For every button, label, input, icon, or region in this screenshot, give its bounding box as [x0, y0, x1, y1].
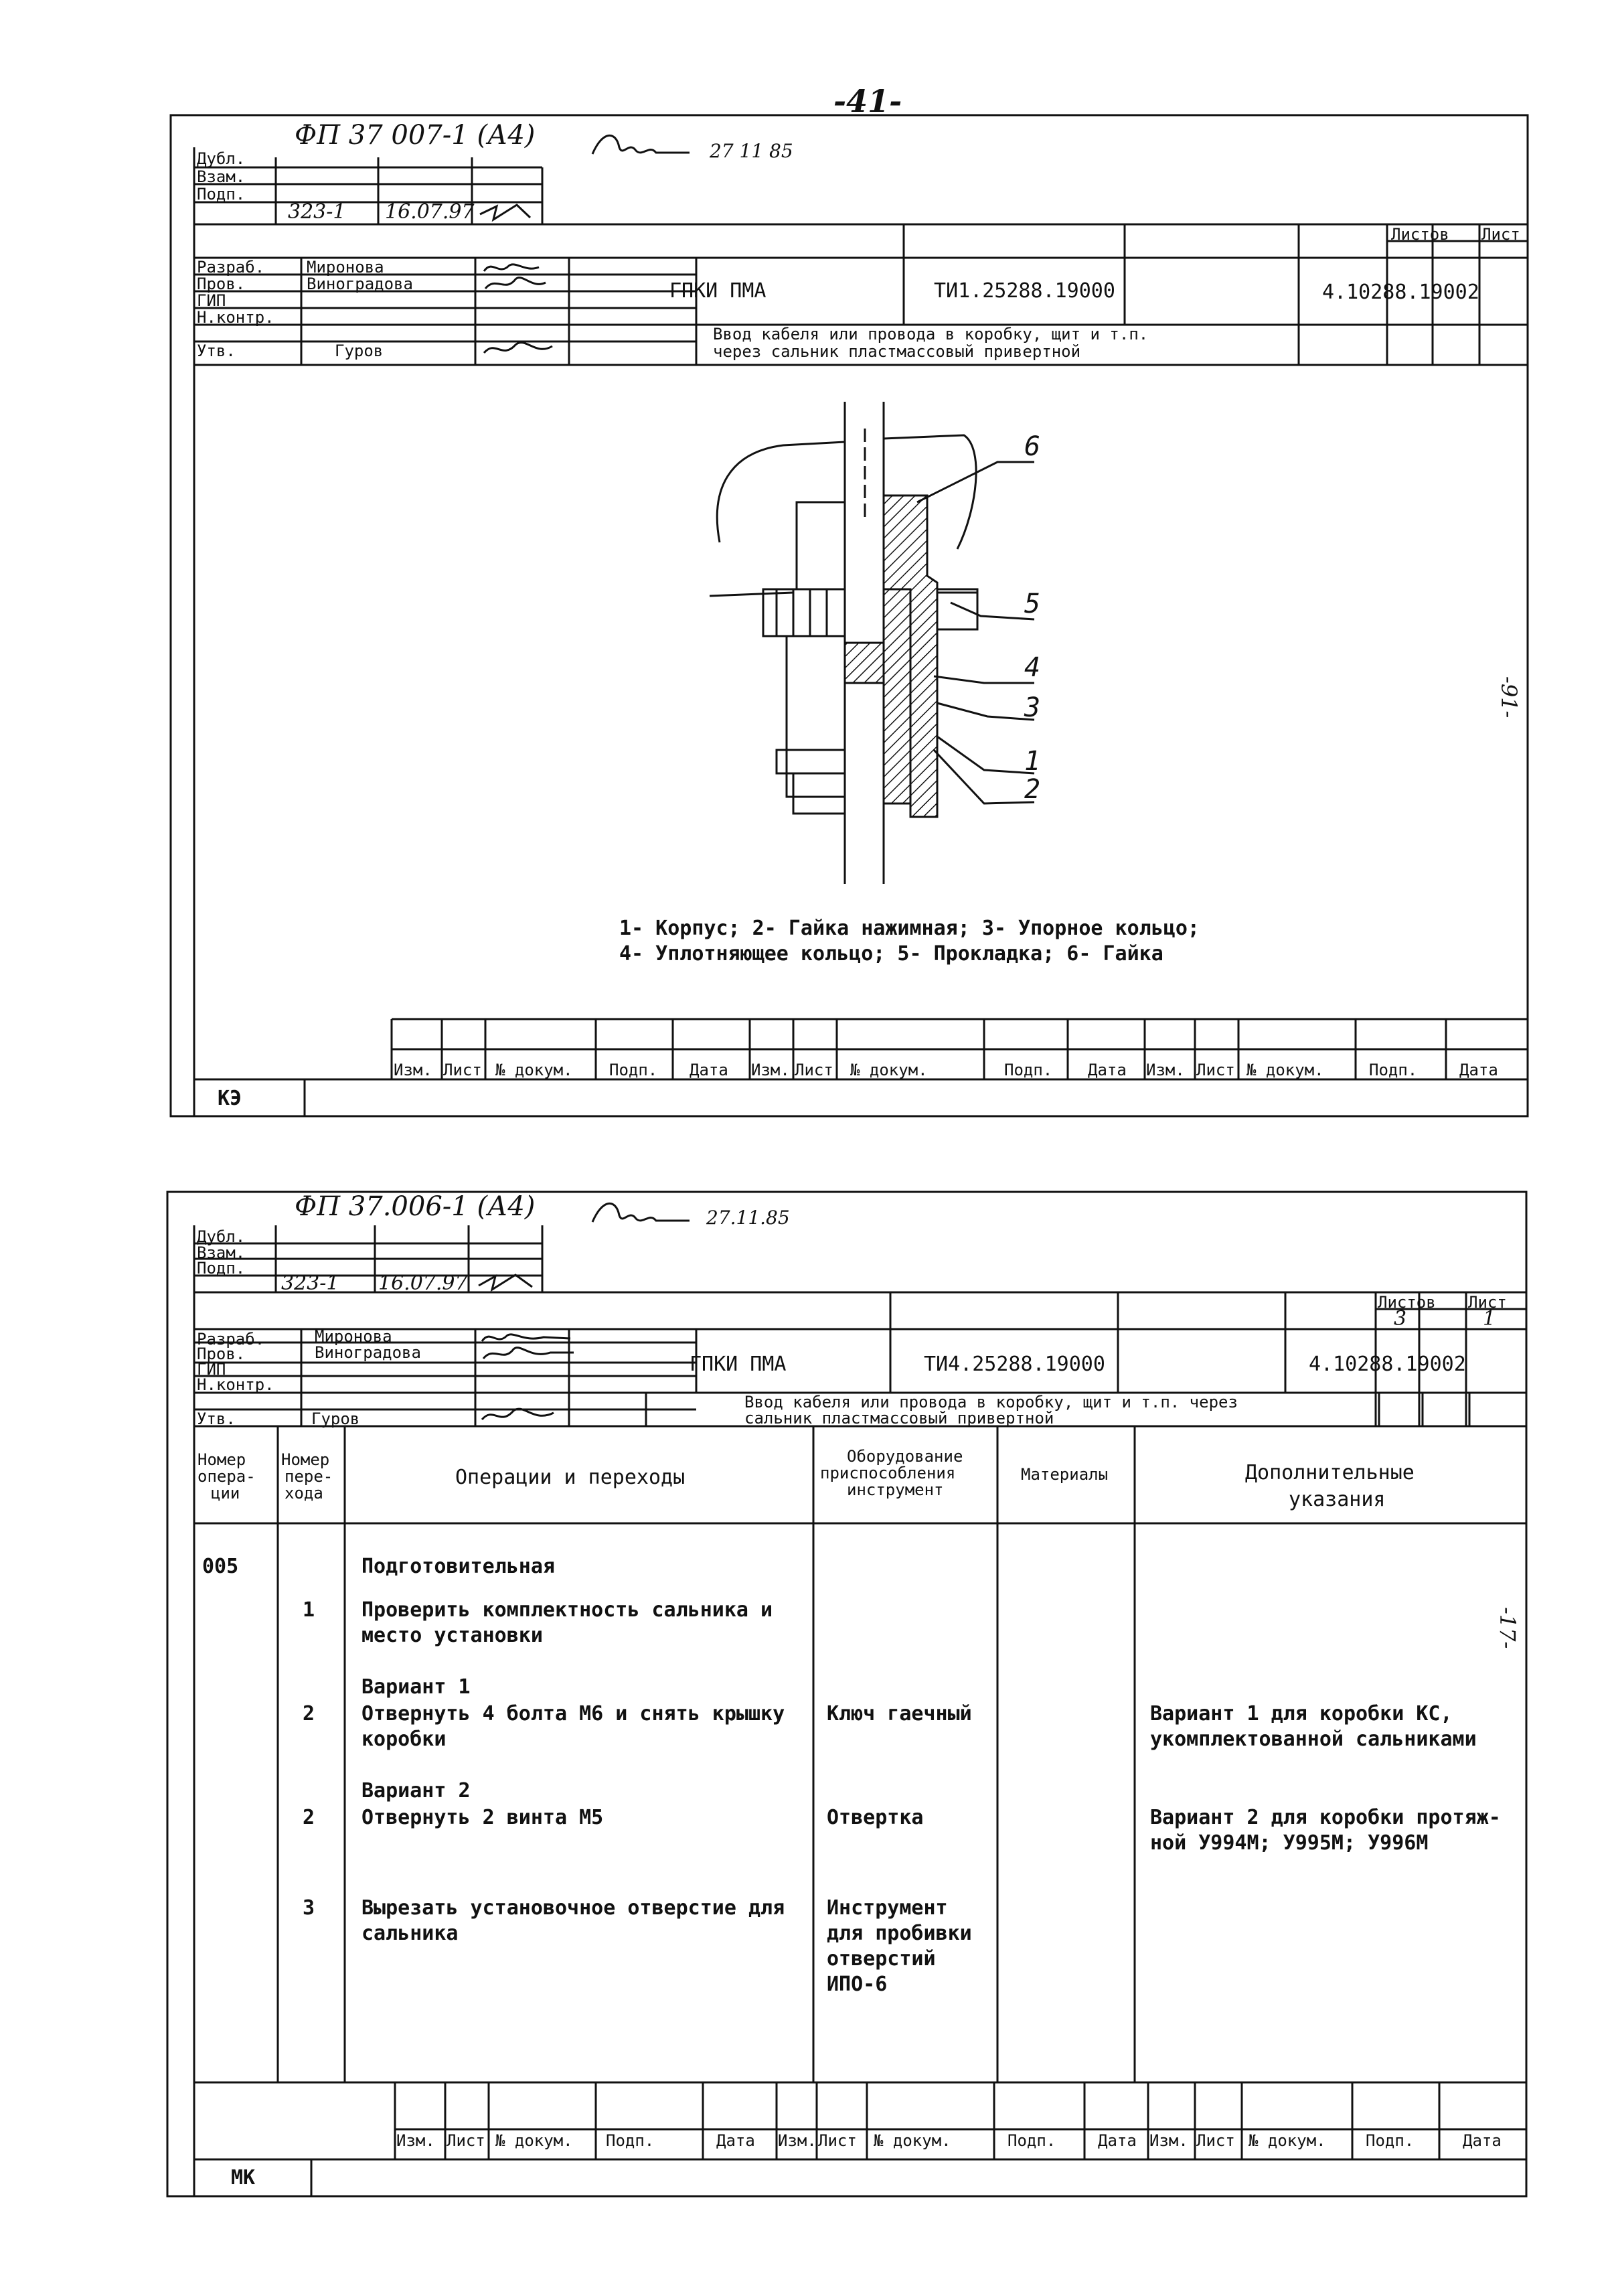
footer-izm-3: Изм. — [1149, 2131, 1188, 2150]
footer-podp-2: Подп. — [1008, 2131, 1056, 2150]
side-number: -17- — [1495, 1607, 1520, 1649]
page-number: -41- — [833, 83, 902, 119]
header-equipment-2: приспособления — [820, 1464, 956, 1482]
stamp-value-number: 323-1 — [288, 200, 346, 224]
name-prov: Виноградова — [315, 1343, 421, 1362]
signatures-column — [479, 259, 566, 363]
stamp-row-dubl: Дубл. — [197, 1227, 246, 1246]
footer-dokum-3: № докум. — [1248, 2131, 1326, 2150]
footer-dokum-1: № докум. — [495, 1061, 573, 1079]
stamp-row-dubl: Дубл. — [197, 149, 246, 168]
footer-izm-3: Изм. — [1146, 1061, 1185, 1079]
footer-dokum-2: № докум. — [874, 2131, 951, 2150]
sheet2-frame — [0, 1172, 1612, 2216]
name-utv: Гуров — [335, 341, 384, 360]
footer-list-2: Лист — [818, 2131, 857, 2150]
footer-list-1: Лист — [447, 2131, 485, 2150]
callout-1: 1 — [1024, 746, 1041, 777]
side-number: -91- — [1496, 676, 1522, 718]
stamp-row-podp: Подп. — [197, 185, 246, 204]
footer-list-1: Лист — [443, 1061, 482, 1079]
doc-title-line2: через сальник пластмассовый привертной — [713, 342, 1081, 361]
stamp-row-podp: Подп. — [197, 1259, 246, 1278]
listov-label: Листов — [1391, 225, 1449, 244]
callout-2: 2 — [1024, 774, 1041, 805]
step-number: 2 — [303, 1702, 315, 1726]
operation-code: 005 — [202, 1555, 239, 1578]
header-notes-1: Дополнительные — [1245, 1461, 1415, 1484]
footer-podp-1: Подп. — [606, 2131, 655, 2150]
header-materials: Материалы — [1021, 1465, 1109, 1484]
list-label: Лист — [1468, 1293, 1507, 1312]
step-equipment: Ключ гаечный — [827, 1702, 972, 1726]
callout-6: 6 — [1024, 431, 1041, 462]
stamp-row-vzam: Взам. — [197, 167, 246, 186]
header-equipment-3: инструмент — [847, 1480, 944, 1499]
header-op-num-3: ции — [211, 1484, 240, 1503]
gland-assembly-drawing — [669, 388, 1138, 904]
org-name: ГПКИ ПМА — [690, 1353, 787, 1376]
listov-label: Листов — [1378, 1293, 1436, 1312]
role-prov: Пров. — [197, 275, 246, 293]
footer-data-1: Дата — [690, 1061, 728, 1079]
footer-dokum-1: № докум. — [495, 2131, 573, 2150]
footer-data-3: Дата — [1463, 2131, 1502, 2150]
step-text: Вырезать установочное отверстие для — [361, 1896, 785, 1920]
list-value: 1 — [1483, 1307, 1496, 1330]
doc-number: ТИ4.25288.19000 — [924, 1353, 1105, 1376]
step-number: 1 — [303, 1598, 315, 1622]
footer-data-1: Дата — [716, 2131, 755, 2150]
footer-list-2: Лист — [795, 1061, 833, 1079]
step-note: Вариант 2 для коробки протяж- — [1150, 1806, 1501, 1829]
stamp-value-date: 16.07.97 — [385, 200, 475, 224]
legend-line-2: 4- Уплотняющее кольцо; 5- Прокладка; 6- Гайка — [619, 942, 1163, 966]
step-number: 3 — [303, 1896, 315, 1920]
doc-type: МК — [231, 2166, 256, 2190]
footer-list-3: Лист — [1196, 2131, 1235, 2150]
doc-code: 4.10288.19002 — [1322, 281, 1479, 304]
role-nkontr: Н.контр. — [197, 1375, 274, 1394]
form-code: ФП 37 007-1 (А4) — [295, 120, 536, 151]
stamp-initials — [477, 201, 537, 222]
role-razrab: Разраб. — [197, 258, 265, 277]
signature-date: 27 11 85 — [710, 140, 793, 162]
step-text: коробки — [361, 1728, 447, 1751]
step-text: Отвернуть 4 болта М6 и снять крышку — [361, 1702, 785, 1726]
legend-line-1: 1- Корпус; 2- Гайка нажимная; 3- Упорное кольцо; — [619, 917, 1200, 940]
stamp-value-date: 16.07.97 — [378, 1272, 468, 1295]
signature-date: 27.11.85 — [706, 1207, 790, 1229]
callout-4: 4 — [1024, 652, 1041, 683]
step-equipment: Отвертка — [827, 1806, 924, 1829]
header-operations: Операции и переходы — [455, 1466, 686, 1489]
footer-data-3: Дата — [1459, 1061, 1498, 1079]
name-razrab: Миронова — [315, 1327, 392, 1346]
signatures-column — [477, 1329, 577, 1430]
header-op-num-2: опера- — [197, 1467, 256, 1486]
role-utv: Утв. — [197, 1409, 236, 1428]
org-name: ГПКИ ПМА — [669, 279, 767, 303]
footer-izm-1: Изм. — [394, 1061, 432, 1079]
operation-name: Подготовительная — [361, 1555, 555, 1578]
footer-list-3: Лист — [1196, 1061, 1235, 1079]
stamp-row-vzam: Взам. — [197, 1243, 246, 1262]
role-gip: ГИП — [197, 291, 226, 310]
step-text: Отвернуть 2 винта М5 — [361, 1806, 604, 1829]
header-step-num-3: хода — [285, 1484, 323, 1503]
step-note: ной У994М; У995М; У996М — [1150, 1831, 1429, 1855]
doc-title-line1: Ввод кабеля или провода в коробку, щит и т.п. — [713, 325, 1149, 343]
step-equipment: Инструмент — [827, 1896, 948, 1920]
doc-title-line2: сальник пластмассовый привертной — [744, 1409, 1054, 1428]
step-equipment: для пробивки — [827, 1922, 972, 1945]
callout-5: 5 — [1024, 589, 1041, 619]
doc-number: ТИ1.25288.19000 — [934, 279, 1115, 303]
callout-3: 3 — [1024, 692, 1041, 723]
role-utv: Утв. — [197, 341, 236, 360]
listov-value: 3 — [1394, 1307, 1407, 1330]
footer-podp-2: Подп. — [1004, 1061, 1053, 1079]
header-step-num-1: Номер — [281, 1450, 330, 1469]
role-gip: ГИП — [197, 1360, 226, 1379]
doc-title-line1: Ввод кабеля или провода в коробку, щит и т.п. через — [744, 1393, 1238, 1411]
step-number: 2 — [303, 1806, 315, 1829]
header-equipment-1: Оборудование — [847, 1447, 963, 1466]
step-text: сальника — [361, 1922, 459, 1945]
footer-data-2: Дата — [1088, 1061, 1127, 1079]
footer-izm-2: Изм. — [751, 1061, 790, 1079]
stamp-value-number: 323-1 — [281, 1272, 339, 1295]
header-op-num-1: Номер — [197, 1450, 246, 1469]
step-text: Проверить комплектность сальника и — [361, 1598, 773, 1622]
doc-code: 4.10288.19002 — [1309, 1353, 1466, 1376]
name-utv: Гуров — [311, 1409, 360, 1428]
step-text: место установки — [361, 1624, 543, 1647]
step-equipment: ИПО-6 — [827, 1973, 888, 1996]
list-label: Лист — [1481, 225, 1520, 244]
role-razrab: Разраб. — [197, 1330, 265, 1349]
role-prov: Пров. — [197, 1345, 246, 1363]
footer-podp-3: Подп. — [1369, 1061, 1418, 1079]
footer-dokum-3: № докум. — [1246, 1061, 1324, 1079]
step-note: Вариант 1 для коробки КС, — [1150, 1702, 1453, 1726]
header-step-num-2: пере- — [285, 1467, 333, 1486]
name-prov: Виноградова — [307, 275, 413, 293]
footer-izm-2: Изм. — [778, 2131, 817, 2150]
header-notes-2: указания — [1289, 1488, 1386, 1511]
footer-data-2: Дата — [1098, 2131, 1137, 2150]
step-variant-label: Вариант 1 — [361, 1675, 471, 1699]
name-razrab: Миронова — [307, 258, 384, 277]
step-variant-label: Вариант 2 — [361, 1779, 471, 1803]
footer-izm-1: Изм. — [396, 2131, 435, 2150]
footer-podp-3: Подп. — [1366, 2131, 1415, 2150]
footer-dokum-2: № докум. — [850, 1061, 928, 1079]
step-note: укомплектованной сальниками — [1150, 1728, 1477, 1751]
step-equipment: отверстий — [827, 1947, 936, 1971]
footer-podp-1: Подп. — [609, 1061, 658, 1079]
role-nkontr: Н.контр. — [197, 308, 274, 327]
stamp-initials — [475, 1271, 539, 1294]
doc-type: КЭ — [218, 1087, 242, 1110]
form-code: ФП 37.006-1 (А4) — [295, 1191, 536, 1222]
